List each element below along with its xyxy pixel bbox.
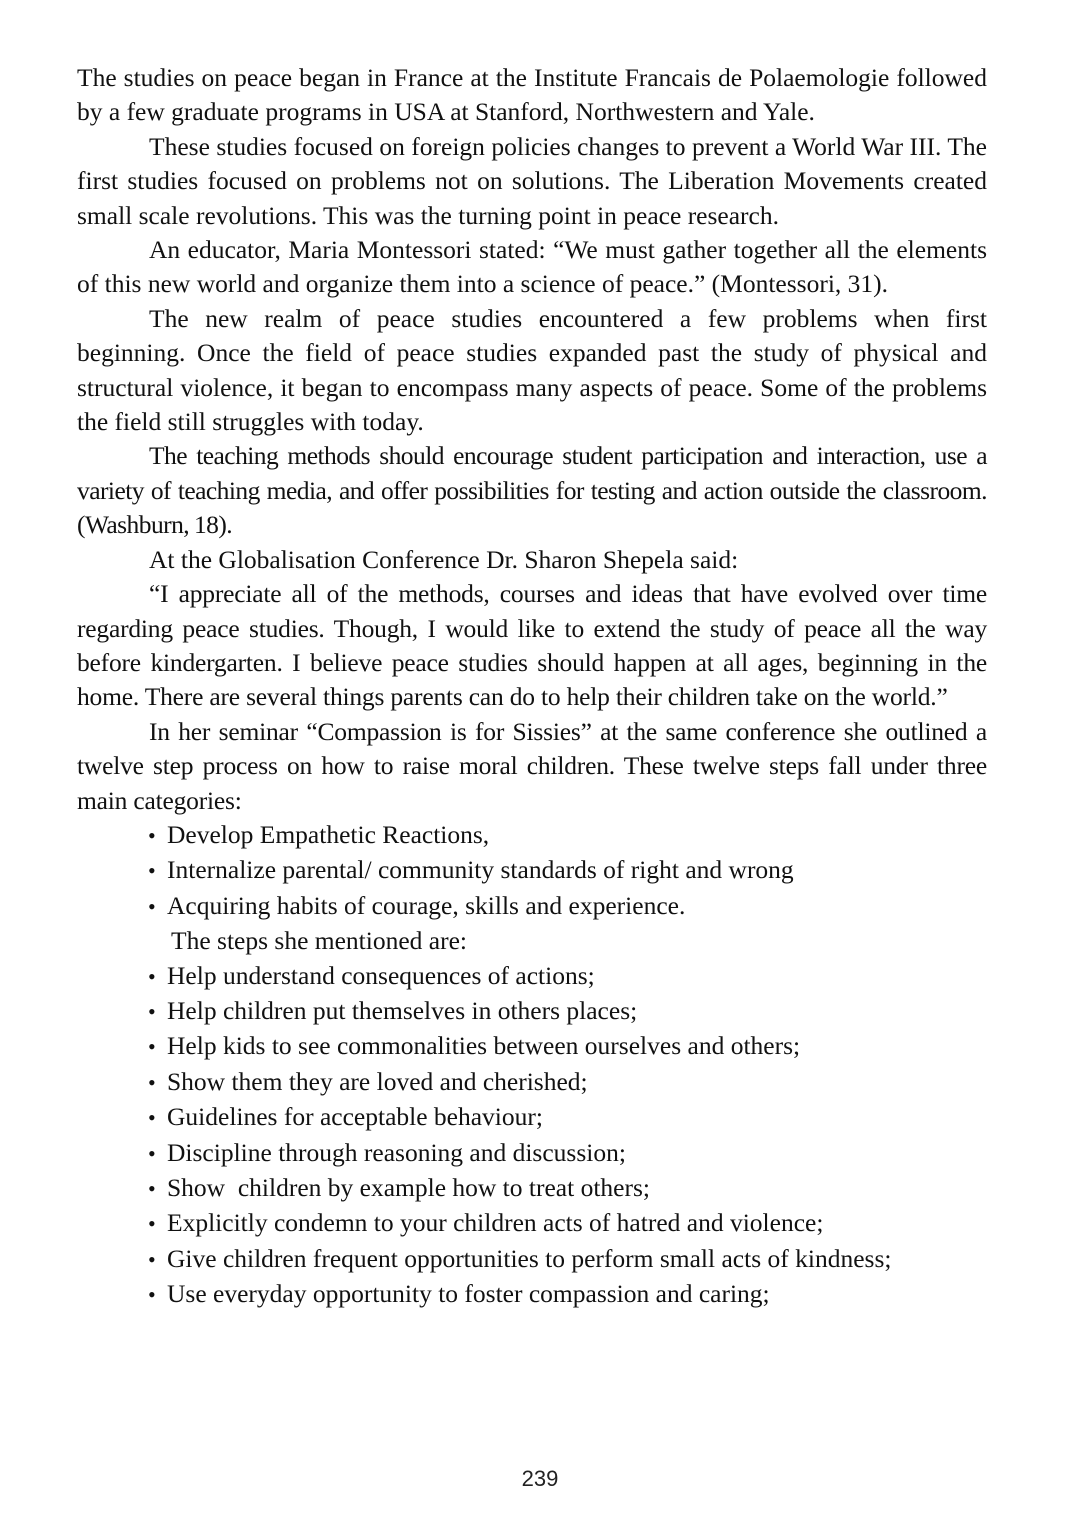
bullet-icon: • xyxy=(148,1069,156,1095)
category-item-text: Internalize parental/ community standards of right and wrong xyxy=(167,855,794,885)
step-item-text: Discipline through reasoning and discussion; xyxy=(167,1137,626,1167)
category-list xyxy=(77,818,987,924)
step-item-text: Explicitly condemn to your children acts of hatred and violence; xyxy=(167,1208,824,1238)
category-item xyxy=(148,853,987,888)
step-item xyxy=(148,1029,987,1064)
step-item xyxy=(148,1136,987,1171)
step-item xyxy=(148,1206,987,1241)
bullet-icon: • xyxy=(148,1140,156,1166)
category-item xyxy=(148,889,987,924)
step-item xyxy=(148,959,987,994)
bullet-icon: • xyxy=(148,1282,156,1308)
steps-intro: The steps she mentioned are: xyxy=(171,926,467,956)
steps-list xyxy=(77,959,987,1313)
step-item-text: Show children by example how to treat others; xyxy=(167,1173,650,1202)
paragraph-montessori-quote: An educator, Maria Montessori stated: “We must gather together all the elements of this new world and organize them into a science of peace.” (Montessori, 31). xyxy=(77,235,987,299)
bullet-icon: • xyxy=(148,858,156,884)
step-item xyxy=(148,994,987,1029)
bullet-icon: • xyxy=(148,822,156,848)
category-item-text: Develop Empathetic Reactions, xyxy=(167,819,490,849)
bullet-icon: • xyxy=(148,893,156,919)
paragraph-new-realm-problems: The new realm of peace studies encountered a few problems when first beginning. Once the field of peace studies expanded past the study of physical and structural violence, it began to encompass many aspects of peace. Some of the problems the field still struggles with today. xyxy=(77,303,987,437)
step-item-text: Use everyday opportunity to foster compassion and caring; xyxy=(167,1279,770,1309)
step-item xyxy=(148,1277,987,1312)
bullet-icon: • xyxy=(148,1176,156,1201)
bullet-icon: • xyxy=(148,1105,156,1131)
paragraph-teaching-methods: The teaching methods should encourage student participation and interaction, use a variety of teaching media, and offer possibilities for testing and action outside the classroom. (Washburn, 18). xyxy=(77,441,987,540)
step-item-text: Guidelines for acceptable behaviour; xyxy=(167,1102,543,1132)
bullet-icon: • xyxy=(148,1211,156,1237)
step-item-text: Help children put themselves in others places; xyxy=(167,995,638,1025)
step-item xyxy=(148,1100,987,1135)
paragraph-foreign-policy-studies: These studies focused on foreign policies changes to prevent a World War III. The first studies focused on problems not on solutions. The Liberation Movements created small scale revolutions. This was the turning point in peace research. xyxy=(77,131,987,230)
page-number: 239 xyxy=(521,1466,559,1491)
step-item xyxy=(148,1171,987,1206)
page-body xyxy=(77,61,987,1313)
paragraph-peace-studies-origin: The studies on peace began in France at the Institute Francais de Polaemologie followed by a few graduate programs in USA at Stanford, Northwestern and Yale. xyxy=(77,63,987,127)
step-item xyxy=(148,1242,987,1277)
bullet-icon: • xyxy=(148,998,156,1024)
category-item xyxy=(148,818,987,853)
paragraph-globalisation-conference: At the Globalisation Conference Dr. Sharon Shepela said: xyxy=(149,544,739,574)
step-item-text: Give children frequent opportunities to perform small acts of kindness; xyxy=(167,1243,892,1273)
paragraph-shepela-quote: “I appreciate all of the methods, courses and ideas that have evolved over time regarding peace studies. Though, I would like to extend the study of peace all the way before kindergarten. I believe peace studies should happen at all ages, beginning in the home. There are several things parents can do to help their children take on the world.” xyxy=(77,579,987,712)
bullet-icon: • xyxy=(148,1034,156,1060)
bullet-icon: • xyxy=(148,963,156,989)
step-item-text: Help understand consequences of actions; xyxy=(167,960,595,990)
bullet-icon: • xyxy=(148,1246,156,1272)
paragraph-compassion-seminar: In her seminar “Compassion is for Sissies” at the same conference she outlined a twelve step process on how to raise moral children. These twelve steps fall under three main categories: xyxy=(77,716,987,815)
step-item-text: Help kids to see commonalities between ourselves and others; xyxy=(167,1031,801,1061)
step-item-text: Show them they are loved and cherished; xyxy=(167,1066,588,1096)
category-item-text: Acquiring habits of courage, skills and experience. xyxy=(167,890,686,920)
step-item xyxy=(148,1065,987,1100)
